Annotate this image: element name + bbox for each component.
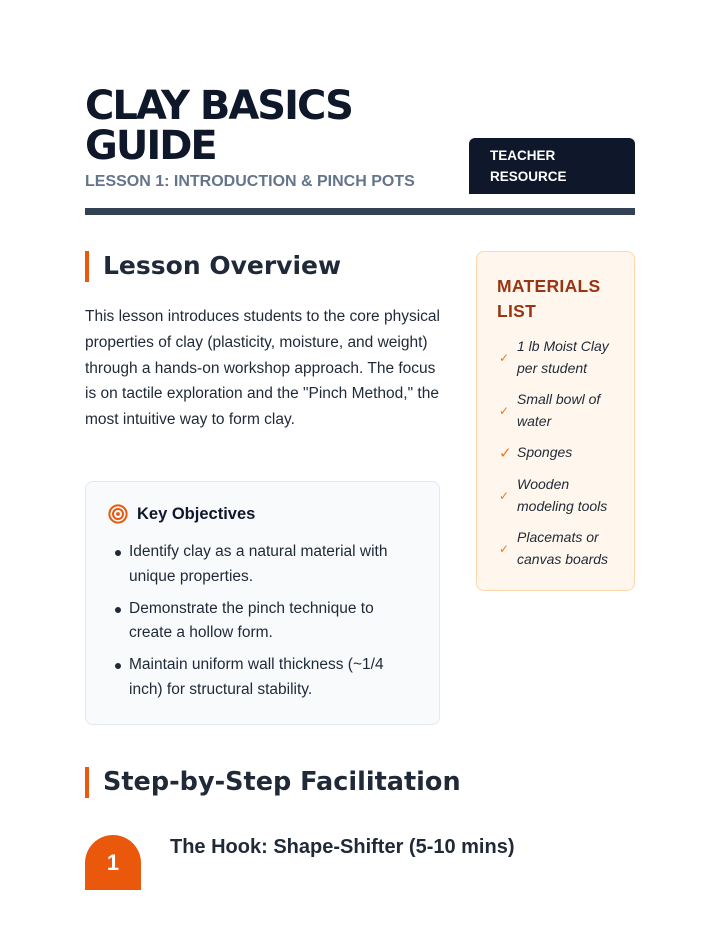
teacher-resource-badge bbox=[469, 138, 635, 194]
material-item-label: Sponges bbox=[517, 444, 573, 460]
step-by-step-heading: Step-by-Step Facilitation bbox=[85, 767, 461, 798]
objective-item: Maintain uniform wall thickness (~1/4 inch) for structural stability. bbox=[112, 653, 412, 702]
check-icon: ✓ bbox=[499, 444, 512, 462]
check-icon: ✓ bbox=[499, 488, 510, 503]
materials-list-title: MATERIALS LIST bbox=[497, 276, 601, 321]
materials-list-card bbox=[476, 251, 635, 591]
target-icon bbox=[108, 504, 128, 524]
lesson-overview-text: This lesson introduces students to the core physical properties of clay (plasticity, moisture, and weight) through a hands-on workshop approach. The focus is on tactile exploration and the "Pinch Method," the most intuitive way to form clay. bbox=[85, 308, 440, 429]
material-item bbox=[499, 389, 617, 432]
document-header bbox=[85, 83, 635, 190]
step-title: The Hook: Shape-Shifter (5-10 mins) bbox=[170, 836, 515, 858]
check-icon: ✓ bbox=[499, 350, 510, 365]
page-subtitle: LESSON 1: INTRODUCTION & PINCH POTS bbox=[85, 173, 415, 190]
check-icon: ✓ bbox=[499, 403, 510, 418]
material-item-label: Wooden modeling tools bbox=[517, 476, 608, 514]
lesson-overview-heading: Lesson Overview bbox=[85, 251, 341, 282]
key-objectives-title: Key Objectives bbox=[137, 504, 256, 523]
badge-line-1: TEACHER bbox=[490, 148, 556, 163]
material-item bbox=[499, 474, 617, 517]
objectives-list bbox=[112, 540, 412, 710]
objective-item: Identify clay as a natural material with unique properties. bbox=[112, 540, 412, 589]
material-item-label: 1 lb Moist Clay per student bbox=[517, 338, 609, 376]
objective-item: Demonstrate the pinch technique to create a hollow form. bbox=[112, 597, 412, 646]
page-title: CLAY BASICS GUIDE bbox=[85, 83, 352, 169]
step-number-badge: 1 bbox=[85, 835, 141, 890]
material-item-label: Placemats or canvas boards bbox=[517, 529, 609, 567]
badge-line-2: RESOURCE bbox=[490, 169, 567, 184]
check-icon: ✓ bbox=[499, 541, 510, 556]
key-objectives-card bbox=[85, 481, 440, 725]
material-item-label: Small bowl of water bbox=[517, 391, 601, 429]
key-objectives-header bbox=[108, 504, 255, 524]
material-item bbox=[499, 527, 617, 570]
material-item bbox=[499, 442, 617, 464]
material-item bbox=[499, 336, 617, 379]
header-divider bbox=[85, 208, 635, 215]
